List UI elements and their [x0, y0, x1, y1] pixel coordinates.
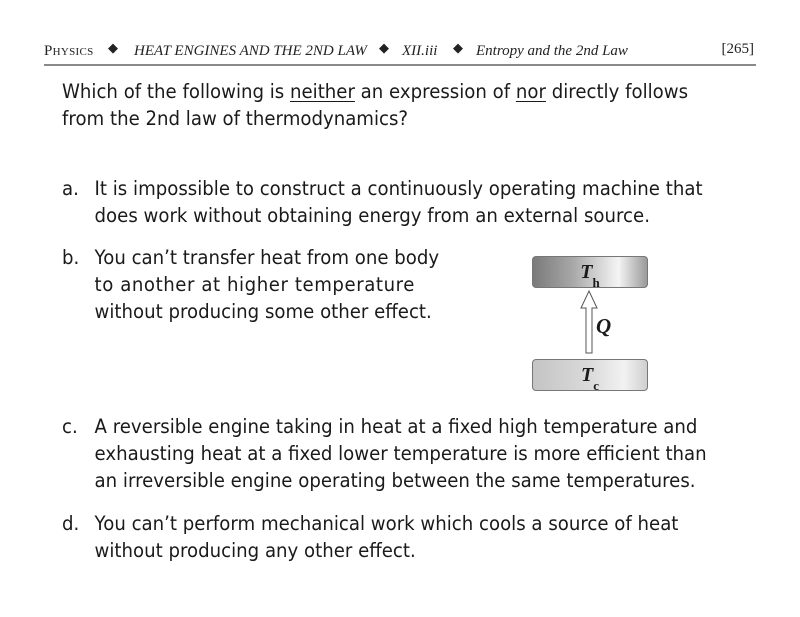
header-separator: ◆ — [379, 40, 389, 55]
header-subject: Physics — [44, 43, 94, 59]
page-number: [265] — [721, 41, 754, 57]
option-text: You can’t perform mechanical work which cools a source of heat without producing any other effect. — [94, 512, 679, 562]
option-a[interactable] — [62, 175, 769, 231]
emphasis-neither: neither — [290, 80, 355, 103]
option-c[interactable] — [62, 413, 769, 497]
page-header — [44, 40, 756, 66]
header-separator: ◆ — [108, 40, 118, 55]
option-letter: b. — [62, 246, 80, 269]
option-letter: d. — [62, 512, 80, 535]
header-separator: ◆ — [453, 40, 463, 55]
hot-reservoir: $T_h$ — [532, 256, 648, 288]
option-b[interactable] — [62, 244, 490, 328]
header-section: XII.iii — [402, 43, 438, 59]
question-stem — [62, 78, 750, 132]
heat-transfer-diagram — [532, 256, 648, 392]
question-line-2: from the 2nd law of thermodynamics? — [62, 107, 409, 130]
header-topic: Entropy and the 2nd Law — [476, 43, 628, 59]
cold-reservoir: $T_c$ — [532, 359, 648, 391]
option-text: You can’t transfer heat from one body to another at higher temperature without producing some other effect. — [94, 246, 440, 323]
option-d[interactable] — [62, 510, 769, 566]
option-letter: a. — [62, 177, 79, 200]
emphasis-nor: nor — [515, 80, 546, 103]
heat-label: Q — [596, 314, 612, 338]
option-text: A reversible engine taking in heat at a fixed high temperature and exhausting heat at a fixed lower temperature is more efficient than an irreversible engine operating between the same temperatures. — [94, 415, 707, 492]
option-letter: c. — [62, 415, 78, 438]
header-chapter: HEAT ENGINES AND THE 2ND LAW — [134, 43, 367, 59]
option-text: It is impossible to construct a continuously operating machine that does work without obtaining energy from an external source. — [94, 177, 703, 227]
question-line-1: Which of the following is neither an expression of nor directly follows — [62, 80, 689, 103]
